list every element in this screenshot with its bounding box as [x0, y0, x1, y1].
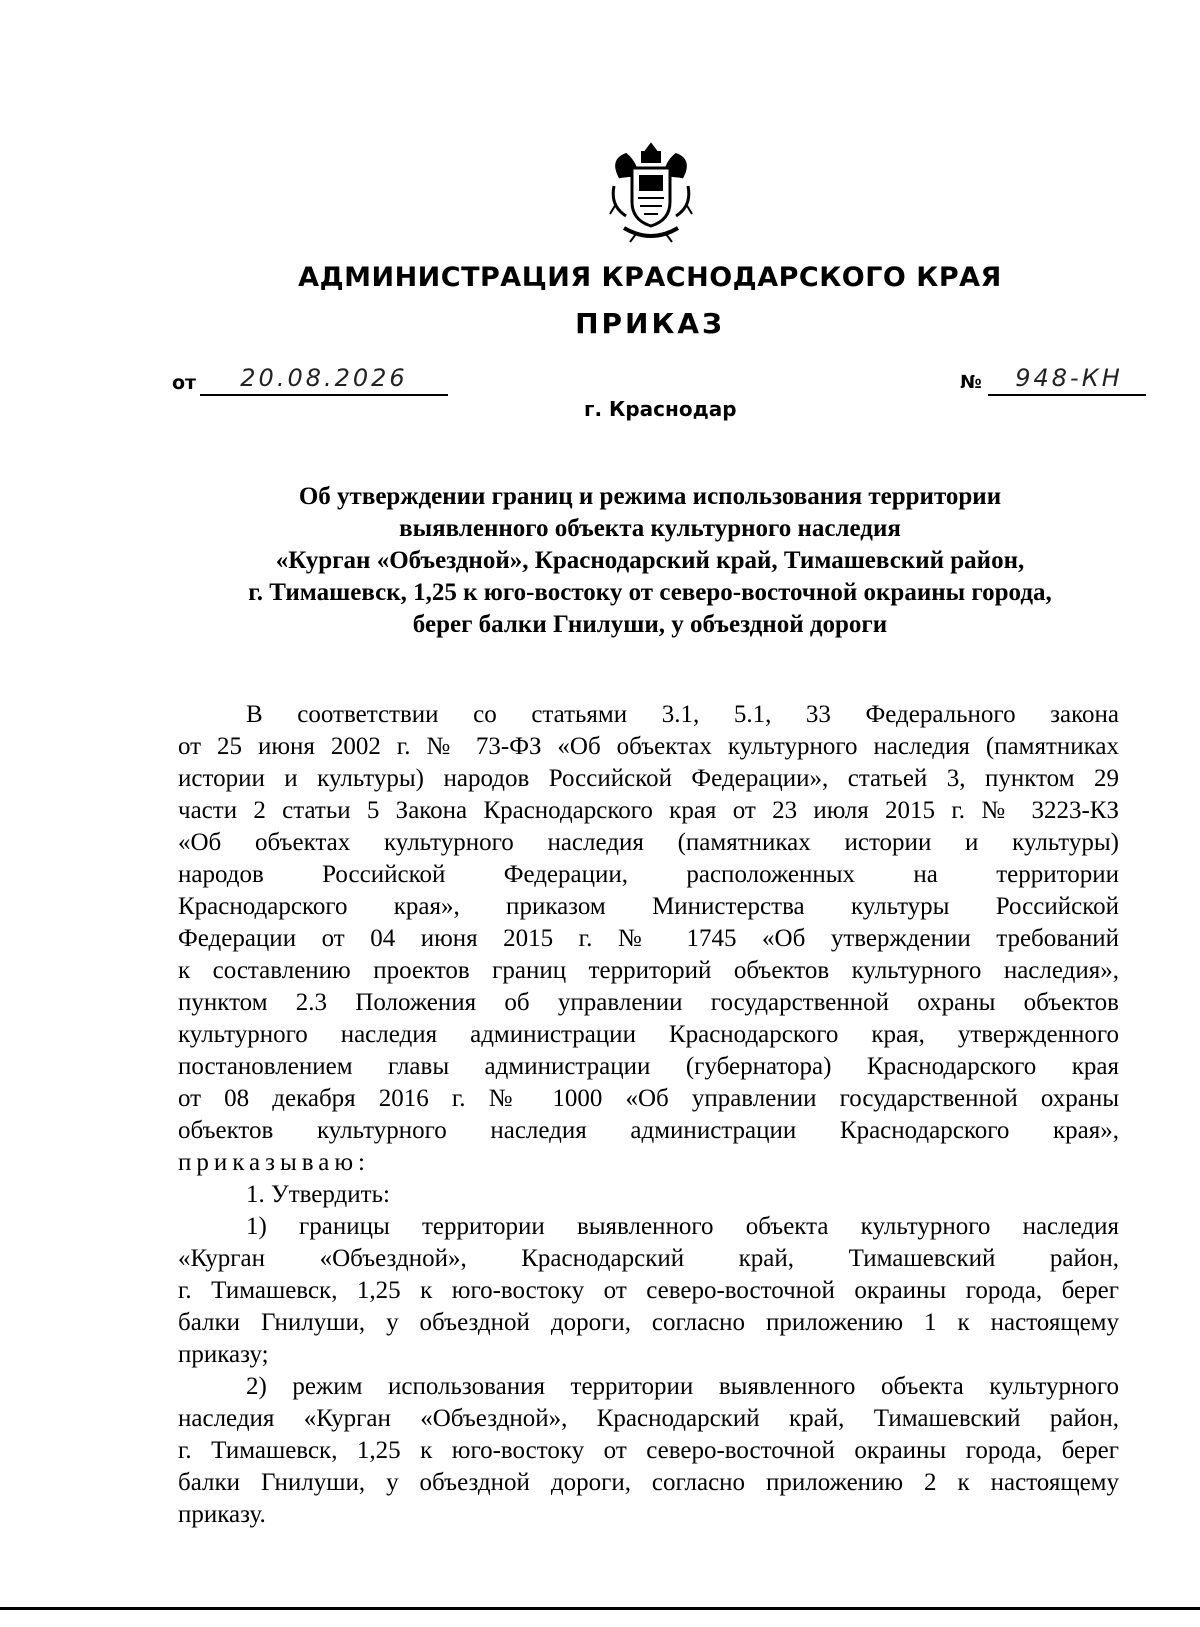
title-line: выявленного объекта культурного наследия	[399, 515, 901, 542]
body-line: 1) границы территории выявленного объекта культурного наследия	[246, 1213, 1119, 1240]
body-line: «Курган «Объездной», Краснодарский край, Тимашевский район,	[178, 1245, 1119, 1272]
scan-edge-line	[0, 1607, 1200, 1610]
body-line: от 25 июня 2002 г. № 73-ФЗ «Об объектах культурного наследия (памятниках	[178, 733, 1119, 760]
coat-of-arms-emblem	[606, 140, 696, 246]
date-prefix: от	[172, 372, 197, 394]
body-line: культурного наследия администрации Краснодарского края, утвержденного	[178, 1021, 1119, 1048]
body-line: 2) режим использования территории выявленного объекта культурного	[246, 1373, 1119, 1400]
body-line: приказу;	[178, 1341, 269, 1368]
body-line: пунктом 2.3 Положения об управлении государственной охраны объектов	[178, 989, 1119, 1016]
title-line: «Курган «Объездной», Краснодарский край, Тимашевский район,	[275, 547, 1025, 574]
title-line: берег балки Гнилуши, у объездной дороги	[412, 611, 888, 638]
body-line: г. Тимашевск, 1,25 к юго-востоку от северо-восточной окраины города, берег	[178, 1277, 1119, 1304]
body-line: 1. Утвердить:	[246, 1181, 390, 1208]
organization-name: АДМИНИСТРАЦИЯ КРАСНОДАРСКОГО КРАЯ	[298, 262, 1002, 293]
document-type: ПРИКАЗ	[575, 307, 725, 340]
body-line: к составлению проектов границ территорий объектов культурного наследия»,	[178, 957, 1119, 984]
title-line: г. Тимашевск, 1,25 к юго-востоку от северо-восточной окраины города,	[248, 579, 1052, 606]
body-line: г. Тимашевск, 1,25 к юго-востоку от северо-восточной окраины города, берег	[178, 1437, 1119, 1464]
body-line: балки Гнилуши, у объездной дороги, согласно приложению 2 к настоящему	[178, 1469, 1119, 1496]
body-line: постановлением главы администрации (губернатора) Краснодарского края	[178, 1053, 1119, 1080]
document-title	[160, 481, 1140, 641]
number-value: 948-КН	[1015, 364, 1123, 392]
body-line: «Об объектах культурного наследия (памятниках истории и культуры)	[178, 829, 1119, 856]
body-line: балки Гнилуши, у объездной дороги, согласно приложению 1 к настоящему	[178, 1309, 1119, 1336]
number-prefix: №	[960, 372, 982, 393]
body-line: приказу.	[178, 1501, 266, 1528]
city-name: г. Краснодар	[584, 397, 737, 421]
body-line: от 08 декабря 2016 г. № 1000 «Об управлении государственной охраны	[178, 1085, 1119, 1112]
body-line: народов Российской Федерации, расположенных на территории	[178, 861, 1119, 888]
body-line: наследия «Курган «Объездной», Краснодарский край, Тимашевский район,	[178, 1405, 1119, 1432]
body-line: части 2 статьи 5 Закона Краснодарского края от 23 июля 2015 г. № 3223-КЗ	[178, 797, 1119, 824]
title-line: Об утверждении границ и режима использования территории	[298, 483, 1002, 510]
body-line: приказываю:	[178, 1149, 370, 1176]
date-value: 20.08.2026	[240, 364, 408, 392]
body-line: В соответствии со статьями 3.1, 5.1, 33 Федерального закона	[246, 701, 1119, 728]
body-line: Краснодарского края», приказом Министерства культуры Российской	[178, 893, 1119, 920]
date-underline	[200, 394, 448, 396]
body-line: объектов культурного наследия администрации Краснодарского края»,	[178, 1117, 1119, 1144]
body-line: истории и культуры) народов Российской Федерации», статьей 3, пунктом 29	[178, 765, 1119, 792]
document-body	[178, 699, 1119, 1531]
body-line: Федерации от 04 июня 2015 г. № 1745 «Об утверждении требований	[178, 925, 1119, 952]
number-underline	[988, 394, 1146, 396]
